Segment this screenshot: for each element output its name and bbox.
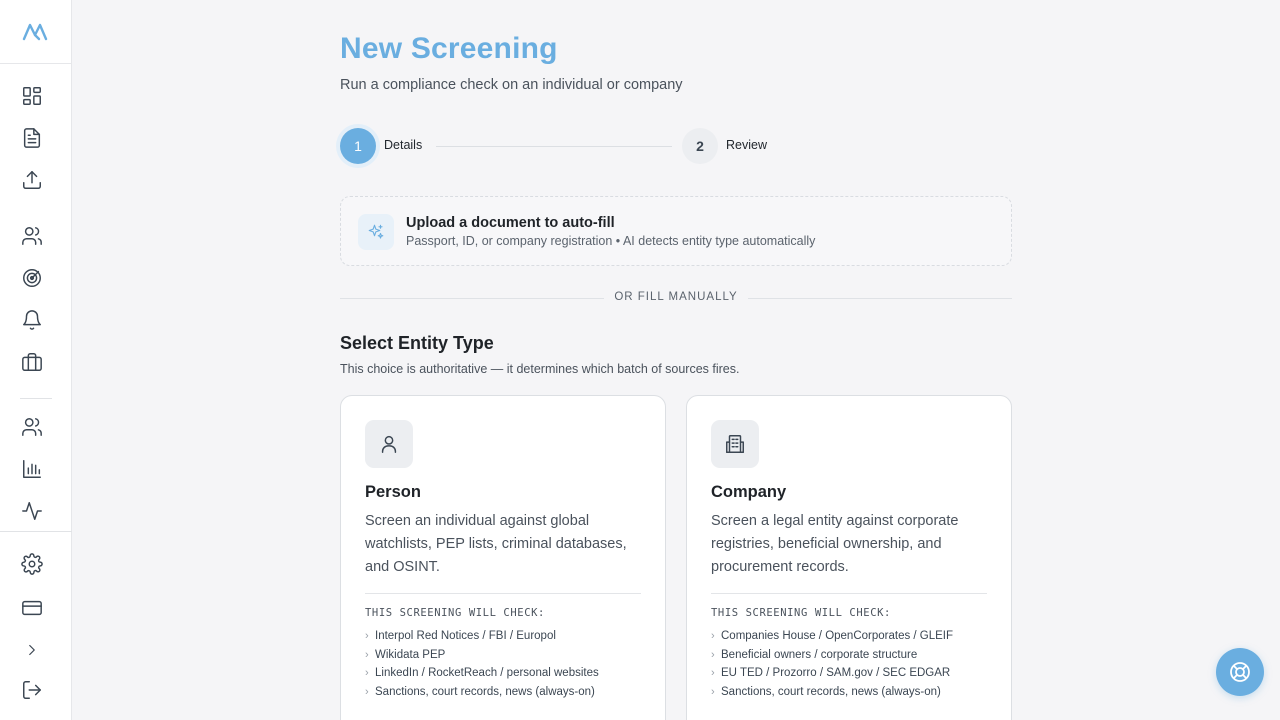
grid-icon xyxy=(21,85,43,107)
entity-type-subtitle: This choice is authoritative — it determines which batch of sources fires. xyxy=(340,362,740,376)
sidebar-item-alerts[interactable] xyxy=(16,304,48,336)
upload-subtitle: Passport, ID, or company registration • AI detects entity type automatically xyxy=(406,234,816,248)
sidebar-divider xyxy=(0,531,72,532)
sidebar xyxy=(0,0,72,720)
sidebar-divider xyxy=(20,398,52,399)
users-icon xyxy=(21,416,43,438)
sparkle-icon xyxy=(358,214,394,250)
checks-list xyxy=(365,627,599,702)
page-title: New Screening xyxy=(340,32,558,65)
bar-chart-icon xyxy=(21,458,43,480)
radar-icon xyxy=(21,267,43,289)
card-description: Screen an individual against global watchlists, PEP lists, criminal databases, and OSINT. xyxy=(365,513,627,575)
bell-icon xyxy=(21,309,43,331)
lifebuoy-icon xyxy=(1228,660,1252,684)
briefcase-icon xyxy=(21,351,43,373)
or-separator xyxy=(340,290,1012,306)
checks-label: THIS SCREENING WILL CHECK: xyxy=(711,607,891,619)
step-2-indicator[interactable]: 2 xyxy=(682,128,718,164)
sidebar-item-team[interactable] xyxy=(16,411,48,443)
stepper xyxy=(340,128,1012,164)
list-item: › Interpol Red Notices / FBI / Europol xyxy=(365,627,599,646)
step-2-label: Review xyxy=(726,138,767,152)
sidebar-expand-button[interactable] xyxy=(16,634,48,666)
sidebar-item-dashboard[interactable] xyxy=(16,80,48,112)
list-item: › Beneficial owners / corporate structure xyxy=(711,646,953,665)
building-icon xyxy=(711,420,759,468)
list-item: › Companies House / OpenCorporates / GLEIF xyxy=(711,627,953,646)
logout-icon xyxy=(21,679,43,701)
entity-card-person[interactable] xyxy=(340,395,666,720)
activity-icon xyxy=(21,500,43,522)
card-divider xyxy=(711,593,987,594)
list-item: › Wikidata PEP xyxy=(365,646,599,665)
entity-card-company[interactable] xyxy=(686,395,1012,720)
step-1-indicator[interactable]: 1 xyxy=(340,128,376,164)
logout-button[interactable] xyxy=(16,674,48,706)
list-item: › Sanctions, court records, news (always-on) xyxy=(711,683,953,702)
card-divider xyxy=(365,593,641,594)
sidebar-item-cases[interactable] xyxy=(16,346,48,378)
sidebar-item-documents[interactable] xyxy=(16,122,48,154)
gear-icon xyxy=(21,553,43,575)
sidebar-item-settings[interactable] xyxy=(16,548,48,580)
help-button[interactable] xyxy=(1216,648,1264,696)
checks-list xyxy=(711,627,953,702)
list-item: › Sanctions, court records, news (always-on) xyxy=(365,683,599,702)
entity-type-heading: Select Entity Type xyxy=(340,333,494,353)
card-description: Screen a legal entity against corporate registries, beneficial ownership, and procurement records. xyxy=(711,513,959,575)
sidebar-item-billing[interactable] xyxy=(16,592,48,624)
chevron-right-icon xyxy=(23,641,41,659)
sidebar-item-activity[interactable] xyxy=(16,495,48,527)
sidebar-item-monitoring[interactable] xyxy=(16,262,48,294)
list-item: › EU TED / Prozorro / SAM.gov / SEC EDGAR xyxy=(711,664,953,683)
person-icon xyxy=(365,420,413,468)
card-title: Person xyxy=(365,483,421,501)
sidebar-item-people[interactable] xyxy=(16,220,48,252)
list-item: › LinkedIn / RocketReach / personal websites xyxy=(365,664,599,683)
sidebar-item-upload[interactable] xyxy=(16,164,48,196)
separator-text: OR FILL MANUALLY xyxy=(604,291,747,303)
card-title: Company xyxy=(711,483,787,501)
document-icon xyxy=(21,127,43,149)
stepper-connector xyxy=(436,146,672,147)
sidebar-item-reports[interactable] xyxy=(16,453,48,485)
step-1-label: Details xyxy=(384,138,423,152)
credit-card-icon xyxy=(21,597,43,619)
upload-document-dropzone[interactable] xyxy=(340,196,1012,266)
users-icon xyxy=(21,225,43,247)
page-subtitle: Run a compliance check on an individual or company xyxy=(340,77,683,93)
logo-icon xyxy=(22,22,50,42)
upload-title: Upload a document to auto-fill xyxy=(406,215,615,231)
upload-icon xyxy=(21,169,43,191)
logo[interactable] xyxy=(0,0,72,64)
checks-label: THIS SCREENING WILL CHECK: xyxy=(365,607,545,619)
